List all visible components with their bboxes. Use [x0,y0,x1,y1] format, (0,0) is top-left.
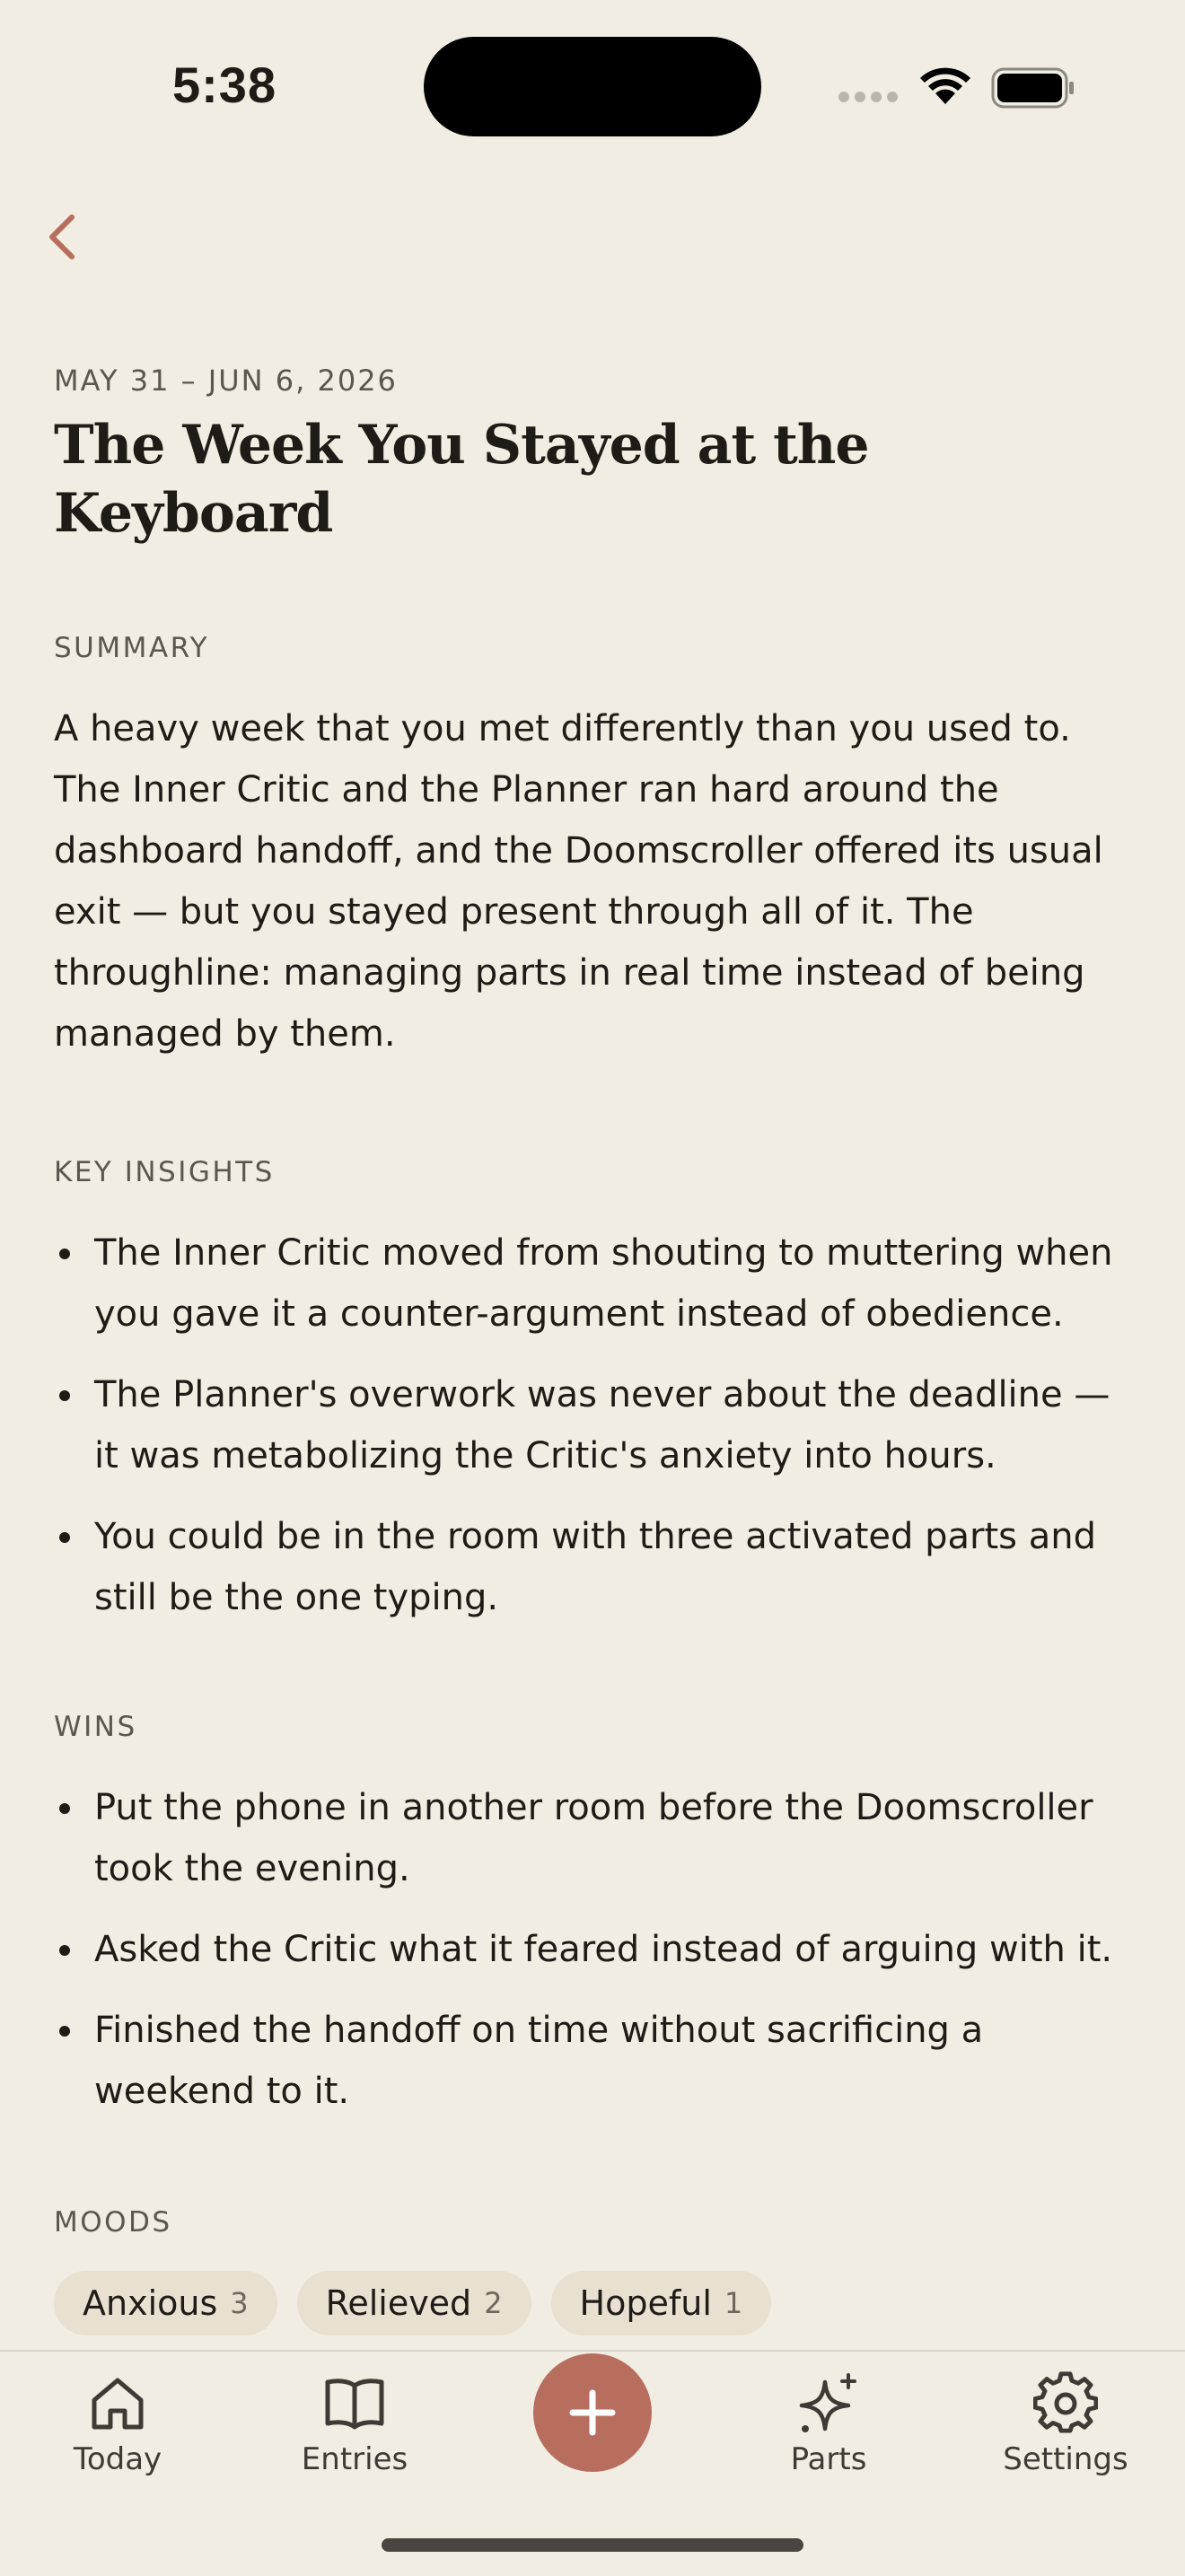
tab-label: Today [73,2441,162,2477]
home-icon [85,2371,150,2436]
mood-chip-hopeful[interactable] [551,2271,772,2335]
mood-chip-count: 3 [230,2286,249,2320]
list-item: You could be in the room with three activated parts and still be the one typing. [54,1506,1140,1628]
wifi-icon [917,65,973,106]
cellular-signal-icon [838,92,898,102]
plus-icon [567,2388,618,2438]
weekly-reflection-content [54,363,1140,2452]
sparkle-icon [794,2371,863,2440]
key-insights-section [54,1154,1140,1628]
tab-label: Parts [790,2441,867,2477]
list-item: Put the phone in another room before the Doomscroller took the evening. [54,1777,1140,1899]
battery-icon [991,67,1075,109]
moods-section [54,2204,1140,2335]
home-indicator[interactable] [382,2538,803,2552]
back-chevron-icon[interactable] [40,208,90,266]
list-item: The Inner Critic moved from shouting to muttering when you gave it a counter-argument instead of obedience. [54,1222,1140,1345]
mood-chip-count: 1 [724,2286,743,2320]
add-entry-button[interactable] [533,2353,652,2472]
list-item: The Planner's overwork was never about the deadline — it was metabolizing the Critic's anxiety into hours. [54,1364,1140,1486]
mood-chip-label: Relieved [325,2283,472,2323]
summary-label: SUMMARY [54,632,210,664]
tab-label: Entries [301,2441,408,2477]
mood-chip-relieved[interactable] [297,2271,531,2335]
summary-text: A heavy week that you met differently than you used to. The Inner Critic and the Planner ran hard around the dashboard handoff, and the Doomscroller offered its usual exit — but you stayed present through all of it. The throughline: managing parts in real time instead of being managed by them. [54,708,1103,1055]
status-time: 5:38 [172,57,277,113]
wins-section [54,1709,1140,2122]
list-item: Asked the Critic what it feared instead of arguing with it. [54,1919,1140,1980]
mood-chip-count: 2 [484,2286,503,2320]
summary-section [54,630,1140,1065]
gear-icon [1033,2371,1098,2436]
moods-label: MOODS [54,2206,172,2239]
tab-label: Settings [1003,2441,1128,2477]
mood-chip-label: Anxious [83,2283,218,2323]
list-item: Finished the handoff on time without sacrificing a weekend to it. [54,2000,1140,2122]
key-insights-list [54,1222,1140,1628]
mood-chip-label: Hopeful [579,2283,712,2323]
wins-label: WINS [54,1711,137,1743]
book-icon [320,2371,389,2436]
mood-chips [54,2271,1140,2335]
date-range: MAY 31 – JUN 6, 2026 [54,364,398,398]
wins-list [54,1777,1140,2122]
dynamic-island [424,37,761,136]
key-insights-label: KEY INSIGHTS [54,1156,275,1188]
page-title: The Week You Stayed at the Keyboard [54,414,869,545]
mood-chip-anxious[interactable] [54,2271,277,2335]
